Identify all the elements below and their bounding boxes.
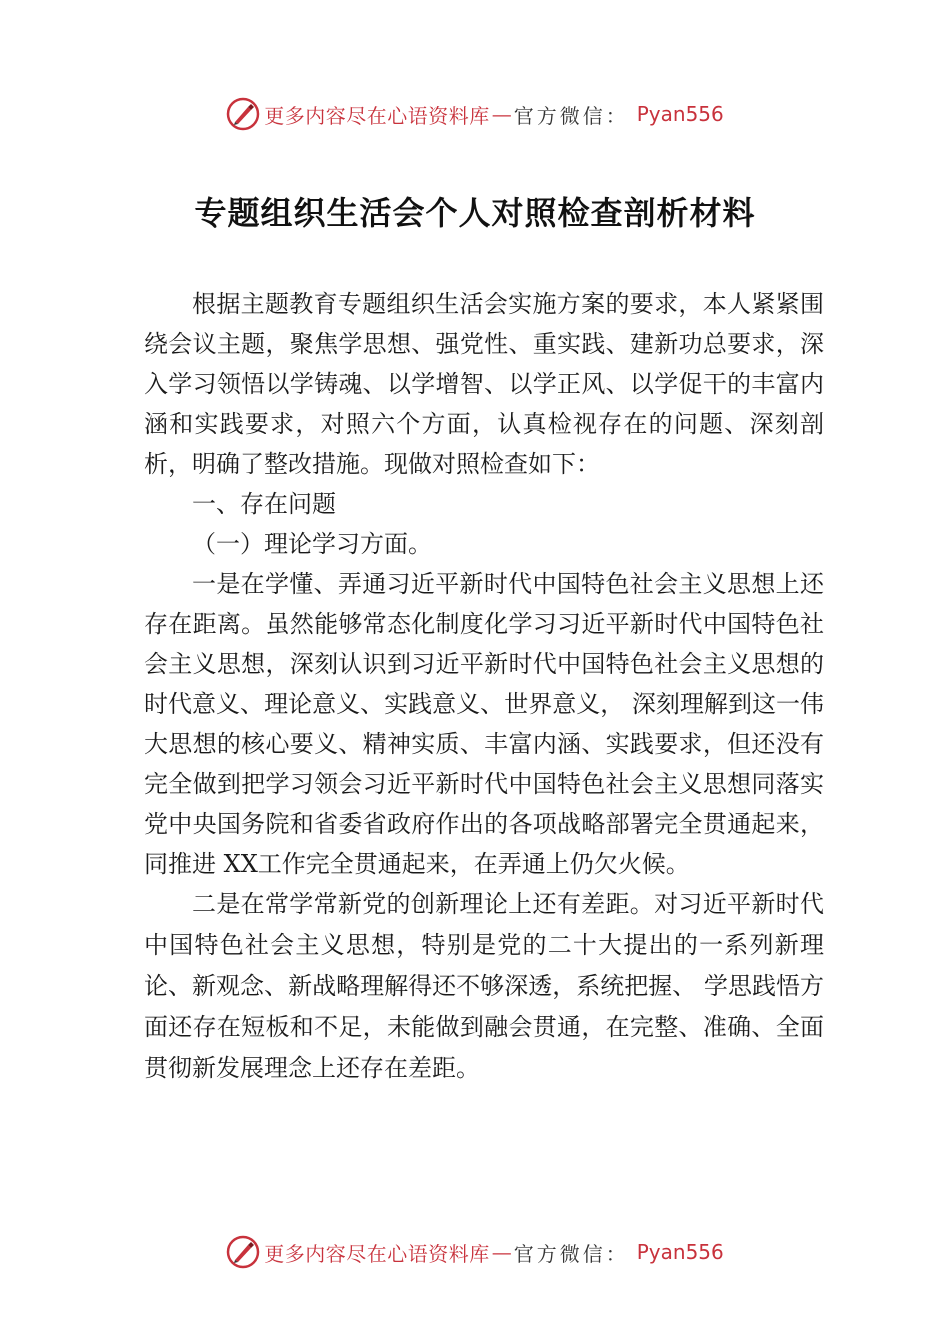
banner-official-label: 官方微信： (513, 103, 629, 128)
footer-banner (0, 1232, 950, 1272)
header-banner (0, 94, 950, 134)
banner-dash: — (491, 102, 512, 126)
banner-brand-text: 更多内容尽在心语资料库 (264, 103, 490, 128)
document-body (144, 284, 824, 1089)
banner-dash: — (491, 1240, 512, 1264)
pen-logo-icon (226, 1235, 260, 1269)
intro-paragraph: 根据主题教育专题组织生活会实施方案的要求，本人紧紧围绕会议主题，聚焦学思想、强党性、重实践、建新功总要求，深入学习领悟以学铸魂、以学增智、以学正风、以学促干的丰富内涵和实践要求，对照六个方面，认真检视存在的问题、深刻剖析，明确了整改措施。现做对照检查如下： (144, 290, 824, 478)
section-heading: 一、存在问题 (192, 490, 336, 518)
issue-paragraph-1: 一是在学懂、弄通习近平新时代中国特色社会主义思想上还存在距离。虽然能够常态化制度化学习习近平新时代中国特色社会主义思想，深刻认识到习近平新时代中国特色社会主义思想的时代意义、理论意义、实践意义、世界意义， 深刻理解到这一伟大思想的核心要义、精神实质、丰富内涵、实践要求，但还没有完全做到把学习领会习近平新时代中国特色社会主义思想同落实党中央国务院和省委省政府作出的各项战略部署完全贯通起来，同推进 XX工作完全贯通起来，在弄通上仍欠火候。 (144, 570, 824, 878)
banner-wechat-id: Pyan556 (636, 102, 724, 126)
issue-paragraph-2: 二是在常学常新党的创新理论上还有差距。对习近平新时代中国特色社会主义思想，特别是党的二十大提出的一系列新理论、新观念、新战略理解得还不够深透，系统把握、 学思践悟方面还存在短板和不足，未能做到融会贯通，在完整、准确、全面贯彻新发展理念上还存在差距。 (144, 890, 824, 1082)
banner-brand-text: 更多内容尽在心语资料库 (264, 1241, 490, 1266)
document-title: 专题组织生活会个人对照检查剖析材料 (194, 194, 756, 232)
subsection-heading: （一）理论学习方面。 (192, 530, 432, 558)
banner-wechat-id: Pyan556 (636, 1240, 724, 1264)
banner-official-label: 官方微信： (513, 1241, 629, 1266)
pen-logo-icon (226, 97, 260, 131)
